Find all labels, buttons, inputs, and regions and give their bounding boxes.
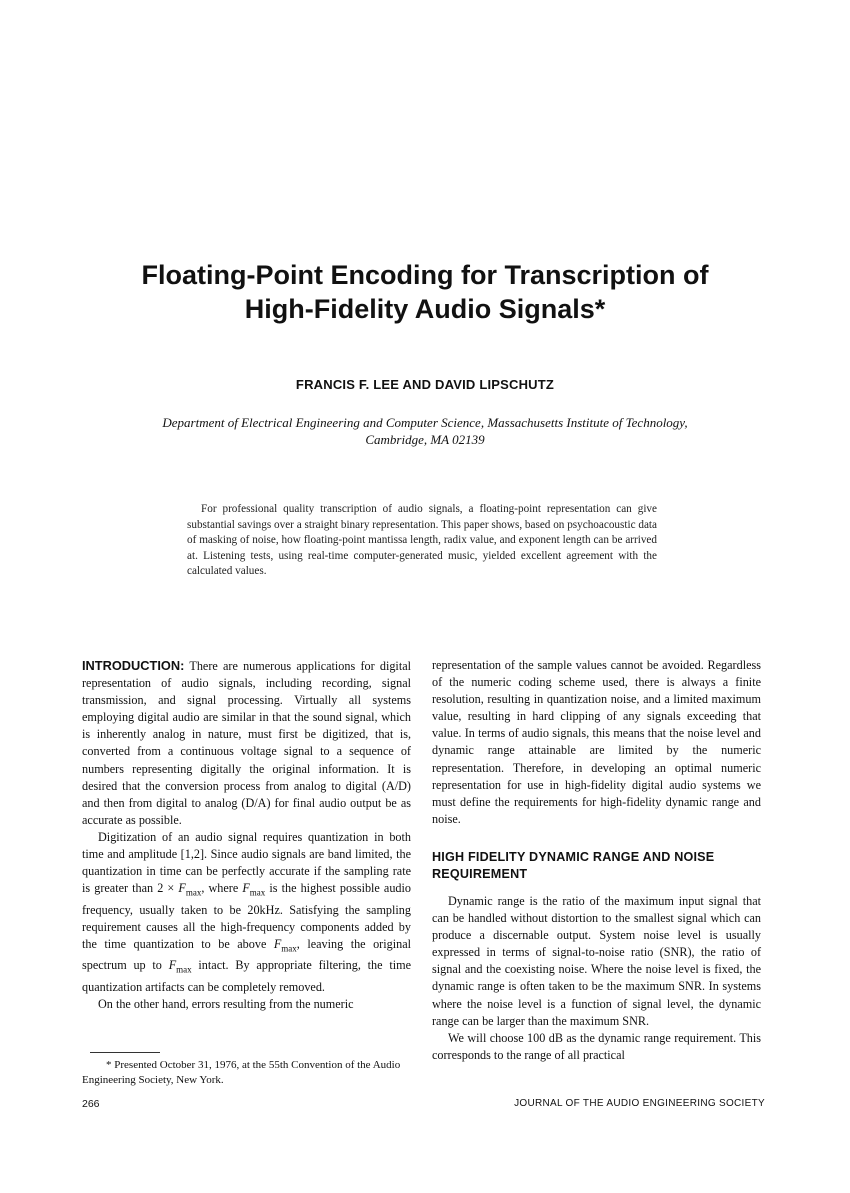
intro-heading: INTRODUCTION: [82, 658, 185, 673]
affiliation [110, 414, 740, 448]
footnote [82, 1058, 411, 1088]
footnote-text: * Presented October 31, 1976, at the 55th Convention of the Audio Engineering Society, New York. [82, 1059, 401, 1086]
section-heading: HIGH FIDELITY DYNAMIC RANGE AND NOISE REQUIREMENT [432, 849, 715, 881]
fmax-symbol: $F_{max}$ [242, 881, 266, 898]
title-line-2: High-Fidelity Audio Signals* [244, 294, 606, 324]
author-list: FRANCIS F. LEE AND DAVID LIPSCHUTZ [295, 377, 555, 392]
title-line-1: Floating-Point Encoding for Transcription of [141, 260, 709, 290]
para2-part-a: Digitization of an audio signal requires quantization in both time and amplitude [1,2]. Since audio signals are band limited, the quantization in time can be perfectly accurate if the sampling rate is greater than 2 × [82, 829, 411, 896]
affiliation-line-1: Department of Electrical Engineering and Computer Science, Massachusetts Institute of Technology, [162, 415, 688, 430]
abstract: For professional quality transcription of audio signals, a floating-point representation can give substantial savings over a straight binary representation. This paper shows, based on psychoacoustic data of masking of noise, how floating-point mantissa length, radix value, and exponent length can be arrived at. Listening tests, using real-time computer-generated music, yielded excellent agreement with the calculated values. [187, 503, 657, 578]
page-number: 266 [82, 1098, 100, 1110]
para2-part-b: , where [201, 881, 243, 896]
para2-part-c: is the highest possible audio frequency, usually taken to be 20kHz. Satisfying the sampling requirement causes all the high-frequency components added by the time quantization to be above [82, 881, 412, 951]
digitization-paragraph [82, 829, 411, 996]
intro-text: There are numerous applications for digital representation of audio signals, including recording, signal transmission, and signal processing. Virtually all systems employing digital audio are similar in that the sound signal, which is inherently analog in nature, must first be digitized, that is, converted from a continuous voltage signal to a sequence of numbers representing digitally the original information. It is desired that the conversion process from analog to digital (A/D) and then from digital to analog (D/A) for final audio output be as accurate as possible. [82, 659, 412, 827]
dynamic-range-paragraph: Dynamic range is the ratio of the maximum input signal that can be handled without distortion to the smallest signal which can produce a discernable output. System noise level is usually expressed in terms of signal-to-noise ratio (SNR), the ratio of signal and the coexisting noise. Where the noise level is fixed, the dynamic range is often taken to be the maximum SNR. In systems where the noise level is a function of signal level, the dynamic range can be larger than the maximum SNR. [432, 893, 761, 1028]
fmax-symbol: $F_{max}$ [178, 881, 202, 898]
right-column [432, 657, 761, 1064]
para2-part-d: , leaving the original spectrum up to [82, 936, 411, 973]
affiliation-line-2: Cambridge, MA 02139 [365, 432, 485, 447]
paper-title [60, 258, 790, 326]
numeric-errors-paragraph: On the other hand, errors resulting from the numeric [98, 997, 354, 1012]
para2-part-e: intact. By appropriate filtering, the time quantization artifacts can be completely removed. [82, 958, 411, 994]
requirement-paragraph: We will choose 100 dB as the dynamic range requirement. This corresponds to the range of all practical [432, 1030, 761, 1062]
intro-paragraph [82, 657, 411, 829]
footnote-rule [90, 1052, 160, 1053]
journal-name: JOURNAL OF THE AUDIO ENGINEERING SOCIETY [514, 1098, 765, 1109]
fmax-symbol: $F_{max}$ [168, 958, 192, 975]
representation-paragraph: representation of the sample values cannot be avoided. Regardless of the numeric coding scheme used, there is always a finite resolution, resulting in quantization noise, and a limited maximum value, resulting in hard clipping of any signals exceeding that value. In terms of audio signals, this means that the noise level and dynamic range attainable are limited by the numeric representation. Therefore, in developing an optimal numeric representation for use in high-fidelity digital audio systems we must define the requirements for high-fidelity dynamic range and noise. [432, 658, 761, 826]
fmax-symbol: $F_{max}$ [273, 936, 297, 954]
left-column [82, 657, 411, 1013]
